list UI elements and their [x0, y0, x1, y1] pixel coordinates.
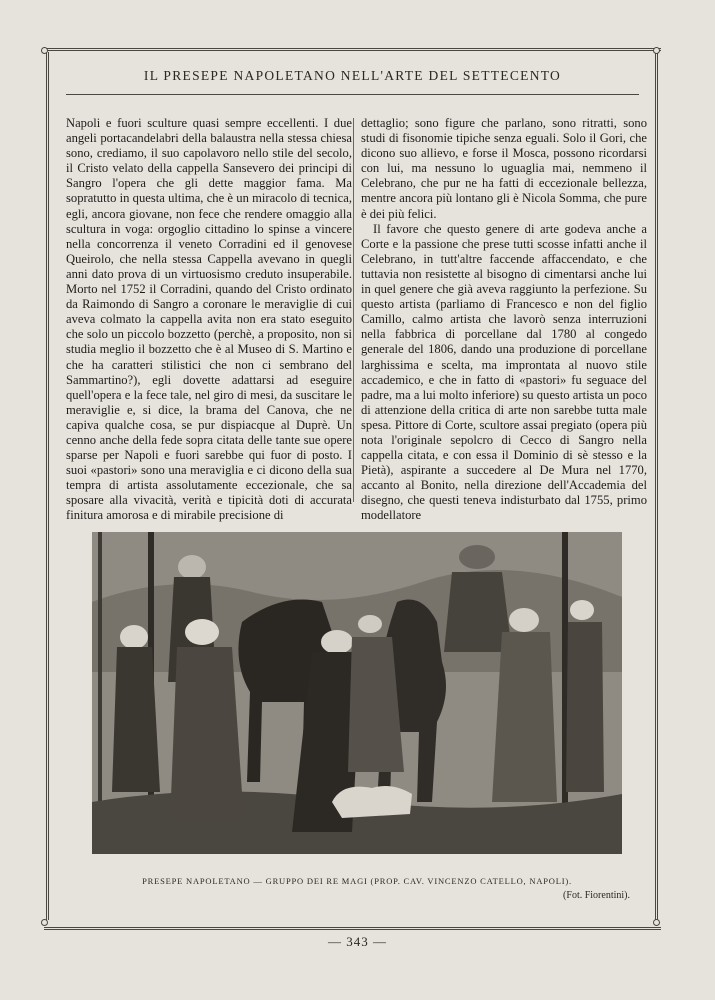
- paragraph: Il favore che questo genere di arte godeva anche a Corte e la passione che prese tutti scosse infatti anche il Celebrano, in tutt'altre faccende affaccendato, e che tuttavia non resistette al bisogno di cimentarsi anche lui in quel genere che già aveva raggiunto la perfezione. Su questo artista (parliamo di Francesco e non del figlio Camillo, calmo artista che lavorò senza interruzioni nella fabbrica di porcellane dal 1780 al congedo generale del 1806, dando una produzione di porcellane larghissima e scelta, ma improntata al nuovo stile accademico, e che in fatto di «pastori» fu seguace del padre, ma a lui molto inferiore) su questo artista un poco di attenzione della critica di arte non sarebbe tutta male spesa. Pittore di Corte, scultore assai pregiato (opera più nota l'originale sepolcro di Cecco di Sangro nella cappella citata, e con essa il Dominio di sè stesso e la Pietà), aspirante a succedere al De Mura nel 1770, accanto al Bonito, nella direzione dell'Accademia del disegno, che questi teneva indisturbato dal 1755, primo modellatore: [361, 221, 647, 523]
- dog-figure: [332, 786, 412, 818]
- photo-credit: (Fot. Fiorentini).: [563, 890, 630, 901]
- frame-left-border: [46, 52, 49, 920]
- page-title: IL PRESEPE NAPOLETANO NELL'ARTE DEL SETTECENTO: [143, 68, 562, 83]
- text-column-left: [66, 116, 352, 523]
- column-divider: [353, 118, 354, 502]
- paragraph: dettaglio; sono figure che parlano, sono ritratti, sono studi di fisonomie tipiche senza eguali. Solo il Gori, che dicono suo allievo, e forse il Mosca, possono ricordarsi con lui, ma nessuno lo uguaglia mai, nemmeno il Celebrano, che pur ne ha fatti di eccezionale bellezza, mentre ancora più lontano gli è Nicola Somma, che pure è dei più felici.: [361, 116, 647, 221]
- figure-caption: PRESEPE NAPOLETANO — GRUPPO DEI RE MAGI (PROP. CAV. VINCENZO CATELLO, NAPOLI).: [142, 876, 572, 886]
- photo-illustration: [92, 532, 622, 854]
- frame-corner-ornament: [653, 47, 660, 54]
- page-number: — 343 —: [328, 934, 387, 949]
- nativity-photo: [92, 532, 622, 854]
- text-column-right: [361, 116, 647, 523]
- frame-corner-ornament: [41, 47, 48, 54]
- frame-corner-ornament: [41, 919, 48, 926]
- frame-right-border: [655, 52, 658, 920]
- paragraph: Napoli e fuori sculture quasi sempre eccellenti. I due angeli portacandelabri della balaustra nella stessa chiesa sono, crediamo, il suo capolavoro nello stile del secolo, il Cristo velato della cappella Sansevero dei principi di Sangro l'opera che gli dette maggior fama. Ma sopratutto in questa ultima, che è un miracolo di tecnica, egli, ancora giovane, non fece che rendere omaggio alla scultura in voga: orgoglio cittadino lo spinse a vincere nella concorrenza il veneto Corradini ed il genovese Queirolo, che nella stessa Cappella avevano in quegli anni dato prova di un virtuosismo creduto insuperabile. Morto nel 1752 il Corradini, quando del Cristo ordinato da Raimondo di Sangro a coronare le meraviglie di cui aveva colmato la cappella avita non era stato eseguito che solo un piccolo bozzetto (perchè, a proposito, non si studia meglio il bozzetto che è al Museo di S. Martino e che ha caratteri stilistici che non ci sembrano del Sammartino?), egli dovette adattarsi ad eseguire quell'opera e la fece tale, nel giro di mesi, da suscitare le meraviglie e, si dice, la brama del Canova, che ne capiva qualche cosa, se pur dispiacque al Duprè. Un cenno anche della fede sopra citata delle tante sue opere sparse per Napoli e fuori sarebbe qui fuor di posto. I suoi «pastori» sono una meraviglia e ci dicono della sua tempra di artista assolutamente eccezionale, che sa sposare alla vivacità, verità e tipicità doti di accurata finitura amorosa e di mirabile precisione di: [66, 116, 352, 523]
- title-rule: [66, 94, 639, 95]
- frame-corner-ornament: [653, 919, 660, 926]
